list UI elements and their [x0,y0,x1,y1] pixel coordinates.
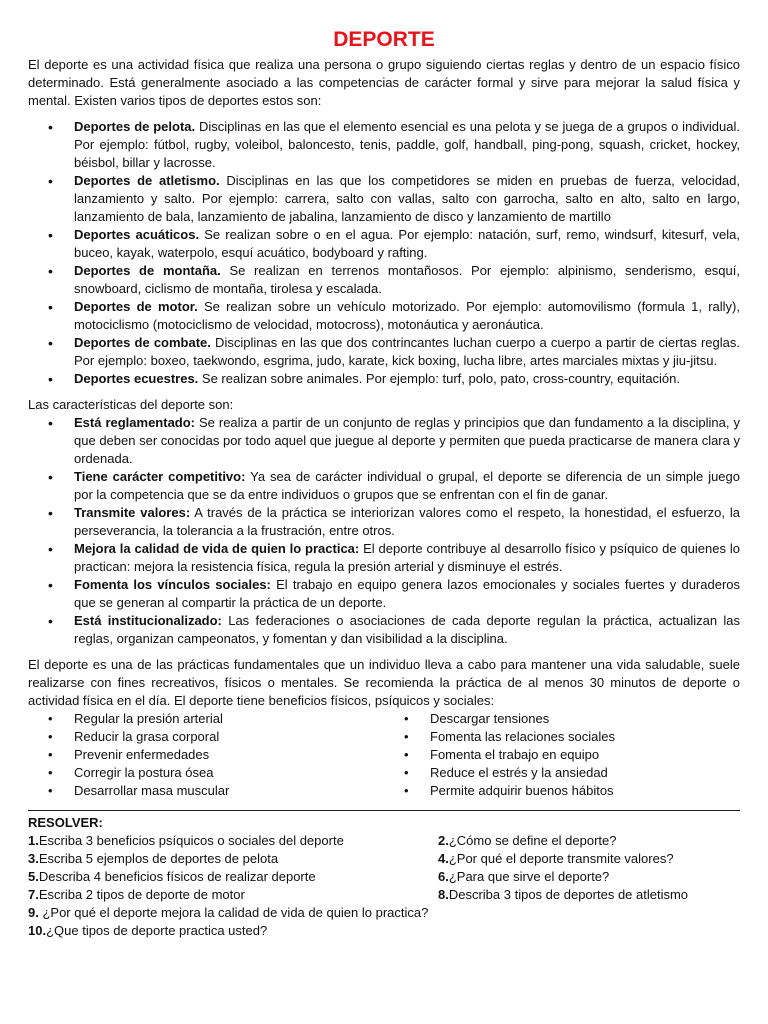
list-item: • Fomenta el trabajo en equipo [384,746,740,764]
list-item: • Descargar tensiones [384,710,740,728]
benefits-lists [28,710,740,800]
questions-grid [28,832,740,904]
list-item: • Tiene carácter competitivo: Ya sea de carácter individual o grupal, el deporte se diferencia de un simple juego por la competencia que se da entre individuos o grupos que se enfrentan con el fin de ganar. [28,468,740,504]
benefits-list-right [384,710,740,800]
list-item: • Reducir la grasa corporal [28,728,384,746]
list-item: • Deportes de pelota. Disciplinas en las que el elemento esencial es una pelota y se juega de a grupos o individual. Por ejemplo: fútbol, rugby, voleibol, baloncesto, tenis, paddle, golf, handball, ping-pong, squash, cricket, hockey, béisbol, billar y lacrosse. [28,118,740,172]
sport-types-list [28,118,740,388]
list-item: • Deportes de motor. Se realizan sobre un vehículo motorizado. Por ejemplo: automovilismo (formula 1, rally), motociclismo (motociclismo de velocidad, motocross), motonáutica y aeronáutica. [28,298,740,334]
question: 6.¿Para que sirve el deporte? [438,869,610,884]
benefits-intro: El deporte es una de las prácticas fundamentales que un individuo lleva a cabo para mantener una vida saludable, suele realizarse con fines recreativos, físicos o mentales. Se recomienda la práctica de al menos 30 minutos de deporte o actividad física en el día. El deporte tiene beneficios físicos, psíquicos y sociales: [28,657,740,708]
divider [28,810,740,811]
list-item: • Corregir la postura ósea [28,764,384,782]
question: 7.Escriba 2 tipos de deporte de motor [28,887,245,902]
question: 5.Describa 4 beneficios físicos de realizar deporte [28,869,316,884]
intro-paragraph: El deporte es una actividad física que realiza una persona o grupo siguiendo ciertas reglas y dentro de un espacio físico determinado. Está generalmente asociado a las competencias de carácter formal y sirve para mejorar la salud física y mental. Existen varios tipos de deportes estos son: [28,57,740,108]
characteristics-intro: Las características del deporte son: [28,397,234,412]
question: 10.¿Que tipos de deporte practica usted? [28,923,268,938]
list-item: • Está reglamentado: Se realiza a partir de un conjunto de reglas y principios que dan fundamento a la disciplina, y que deben ser conocidas por todo aquel que juegue al deporte y permiten que pueda practicarse de manera clara y ordenada. [28,414,740,468]
list-item: • Fomenta las relaciones sociales [384,728,740,746]
list-item: • Mejora la calidad de vida de quien lo practica: El deporte contribuye al desarrollo físico y psíquico de quienes lo practican: mejora la resistencia física, regula la presión arterial y disminuye el estrés. [28,540,740,576]
list-item: • Regular la presión arterial [28,710,384,728]
question: 4.¿Por qué el deporte transmite valores? [438,851,674,866]
question: 2.¿Cómo se define el deporte? [438,833,617,848]
page-title: DEPORTE [333,28,435,51]
question: 3.Escriba 5 ejemplos de deportes de pelota [28,851,279,866]
characteristics-list [28,414,740,648]
list-item: • Desarrollar masa muscular [28,782,384,800]
list-item: • Fomenta los vínculos sociales: El trabajo en equipo genera lazos emocionales y sociales fuertes y duraderos que se generan al compartir la práctica de un deporte. [28,576,740,612]
question: 8.Describa 3 tipos de deportes de atletismo [438,887,689,902]
resolver-title: RESOLVER: [28,815,103,830]
list-item: • Deportes de atletismo. Disciplinas en las que los competidores se miden en pruebas de fuerza, velocidad, lanzamiento y salto. Por ejemplo: carrera, salto con vallas, salto con garrocha, salto en alto, salto en largo, lanzamiento de bala, lanzamiento de jabalina, lanzamiento de disco y lanzamiento de martillo [28,172,740,226]
list-item: • Deportes ecuestres. Se realizan sobre animales. Por ejemplo: turf, polo, pato, cross-country, equitación. [28,370,740,388]
benefits-list-left [28,710,384,800]
list-item: • Transmite valores: A través de la práctica se interiorizan valores como el respeto, la honestidad, el esfuerzo, la perseverancia, la tolerancia a la frustración, entre otros. [28,504,740,540]
question: 9. ¿Por qué el deporte mejora la calidad de vida de quien lo practica? [28,905,429,920]
list-item: • Deportes de combate. Disciplinas en las que dos contrincantes luchan cuerpo a cuerpo a partir de ciertas reglas. Por ejemplo: boxeo, taekwondo, esgrima, judo, karate, kick boxing, lucha libre, artes marciales mixtas y jiu-jitsu. [28,334,740,370]
list-item: • Está institucionalizado: Las federaciones o asociaciones de cada deporte regulan la práctica, actualizan las reglas, organizan campeonatos, y fomentan y dan visibilidad a la disciplina. [28,612,740,648]
list-item: • Deportes acuáticos. Se realizan sobre o en el agua. Por ejemplo: natación, surf, remo, windsurf, kitesurf, vela, buceo, kayak, waterpolo, esquí acuático, bodyboard y rafting. [28,226,740,262]
list-item: • Permite adquirir buenos hábitos [384,782,740,800]
list-item: • Reduce el estrés y la ansiedad [384,764,740,782]
question: 1.Escriba 3 beneficios psíquicos o sociales del deporte [28,833,344,848]
list-item: • Deportes de montaña. Se realizan en terrenos montañosos. Por ejemplo: alpinismo, senderismo, esquí, snowboard, ciclismo de montaña, tirolesa y escalada. [28,262,740,298]
list-item: • Prevenir enfermedades [28,746,384,764]
